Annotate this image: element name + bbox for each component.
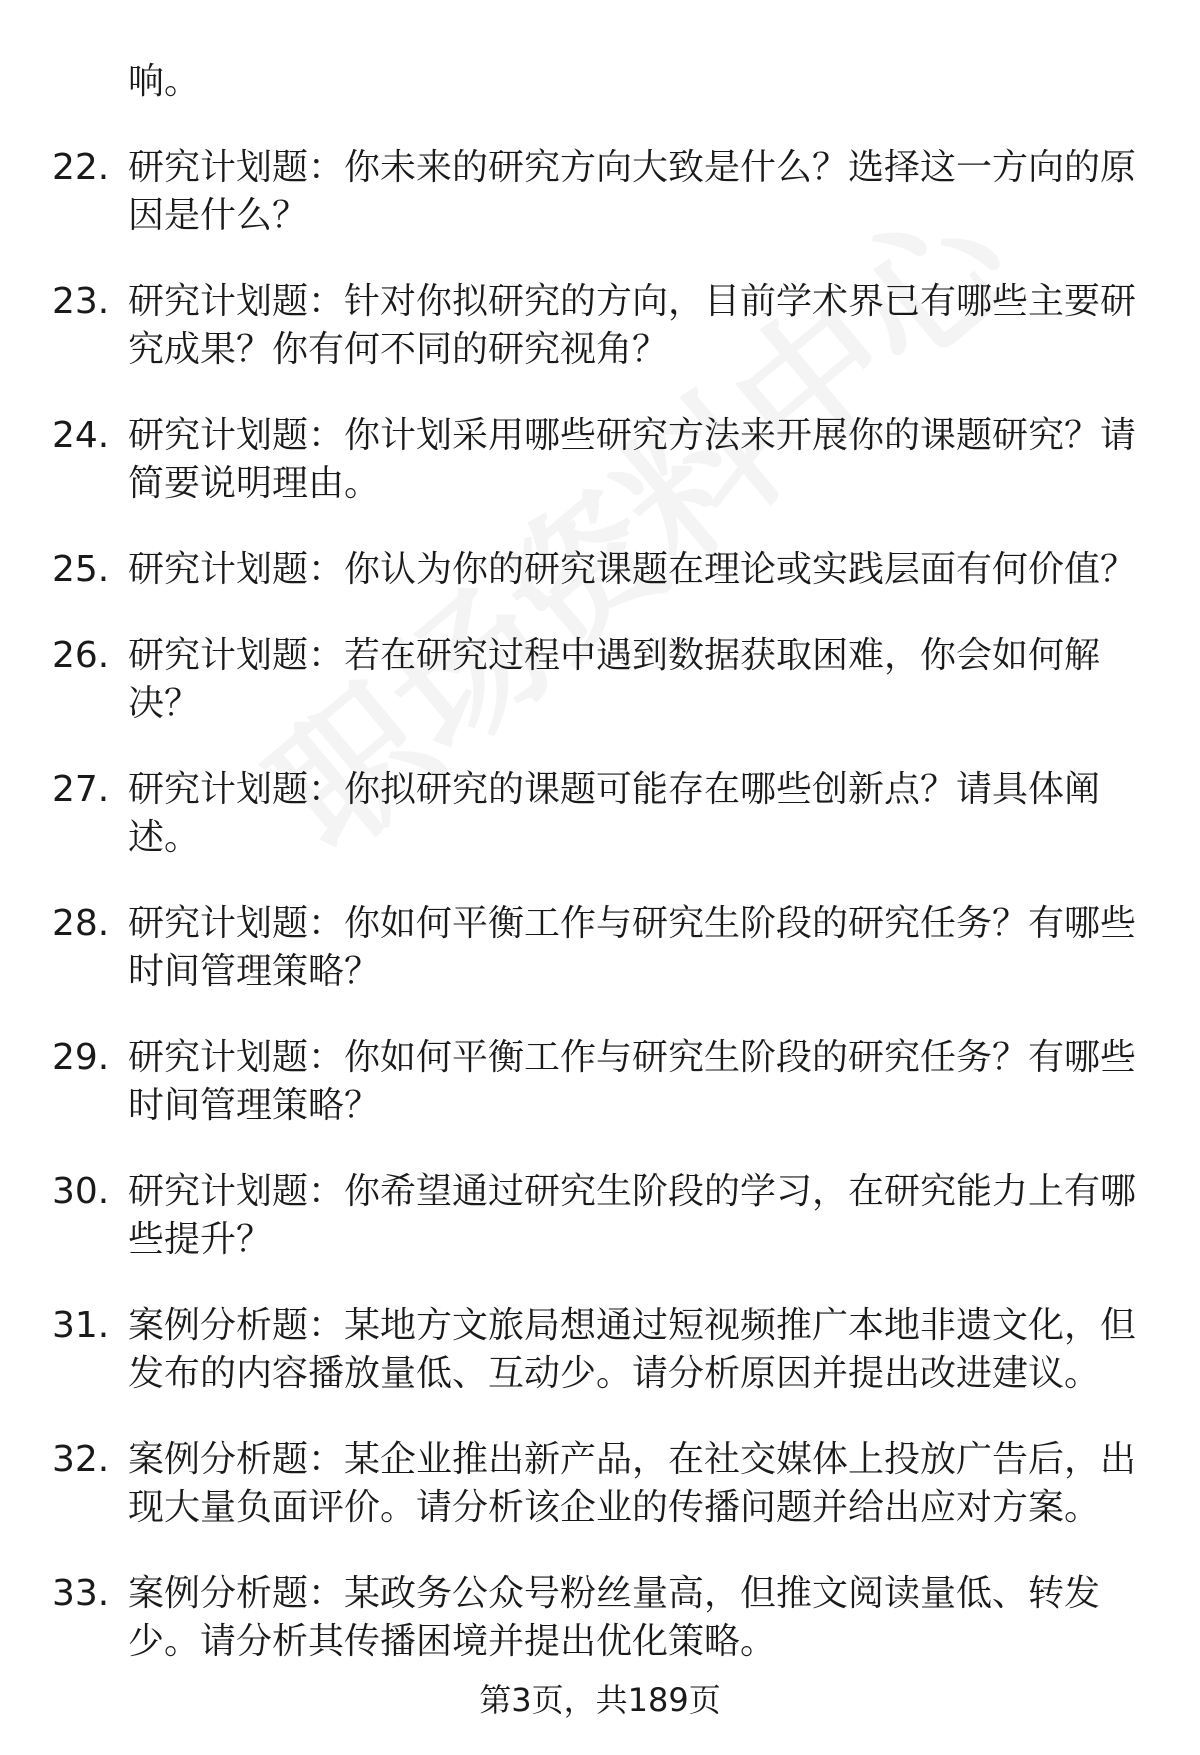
question-text: 研究计划题：针对你拟研究的方向，目前学术界已有哪些主要研究成果？你有何不同的研究视角？ <box>128 281 1137 370</box>
question-text: 研究计划题：你如何平衡工作与研究生阶段的研究任务？有哪些时间管理策略？ <box>128 903 1137 992</box>
question-number: 26. <box>52 635 110 676</box>
question-number: 27. <box>52 769 110 810</box>
question-text: 研究计划题：你认为你的研究课题在理论或实践层面有何价值？ <box>128 549 1137 590</box>
question-text: 研究计划题：你计划采用哪些研究方法来开展你的课题研究？请简要说明理由。 <box>128 415 1137 504</box>
question-list <box>0 144 1200 1704</box>
question-number: 32. <box>52 1439 110 1480</box>
question-number: 30. <box>52 1171 110 1212</box>
question-text: 案例分析题：某企业推出新产品，在社交媒体上投放广告后，出现大量负面评价。请分析该企业的传播问题并给出应对方案。 <box>128 1439 1137 1528</box>
question-text: 研究计划题：你拟研究的课题可能存在哪些创新点？请具体阐述。 <box>128 769 1101 858</box>
question-item <box>0 412 1200 508</box>
question-text: 案例分析题：某地方文旅局想通过短视频推广本地非遗文化，但发布的内容播放量低、互动少。请分析原因并提出改进建议。 <box>128 1305 1137 1394</box>
question-number: 31. <box>52 1305 110 1346</box>
page-footer: 第3页，共189页 <box>479 1681 721 1719</box>
question-text: 案例分析题：某政务公众号粉丝量高，但推文阅读量低、转发少。请分析其传播困境并提出优化策略。 <box>128 1573 1101 1662</box>
question-text: 研究计划题：你如何平衡工作与研究生阶段的研究任务？有哪些时间管理策略？ <box>128 1037 1137 1126</box>
question-number: 25. <box>52 549 110 590</box>
question-number: 22. <box>52 147 110 188</box>
question-item <box>0 144 1200 240</box>
question-number: 24. <box>52 415 110 456</box>
question-item <box>0 1168 1200 1264</box>
question-text: 研究计划题：你未来的研究方向大致是什么？选择这一方向的原因是什么？ <box>128 147 1137 236</box>
question-item <box>0 278 1200 374</box>
question-item <box>0 1436 1200 1532</box>
question-text: 研究计划题：你希望通过研究生阶段的学习，在研究能力上有哪些提升？ <box>128 1171 1137 1260</box>
question-number: 23. <box>52 281 110 322</box>
question-item <box>0 632 1200 728</box>
continuation-text: 响。 <box>128 61 201 102</box>
question-item <box>0 1034 1200 1130</box>
question-number: 33. <box>52 1573 110 1614</box>
question-item <box>0 766 1200 862</box>
question-number: 29. <box>52 1037 110 1078</box>
question-text: 研究计划题：若在研究过程中遇到数据获取困难，你会如何解决？ <box>128 635 1101 724</box>
question-item <box>0 900 1200 996</box>
question-number: 28. <box>52 903 110 944</box>
question-item <box>0 1302 1200 1398</box>
question-item <box>0 1570 1200 1666</box>
question-item <box>0 546 1200 594</box>
